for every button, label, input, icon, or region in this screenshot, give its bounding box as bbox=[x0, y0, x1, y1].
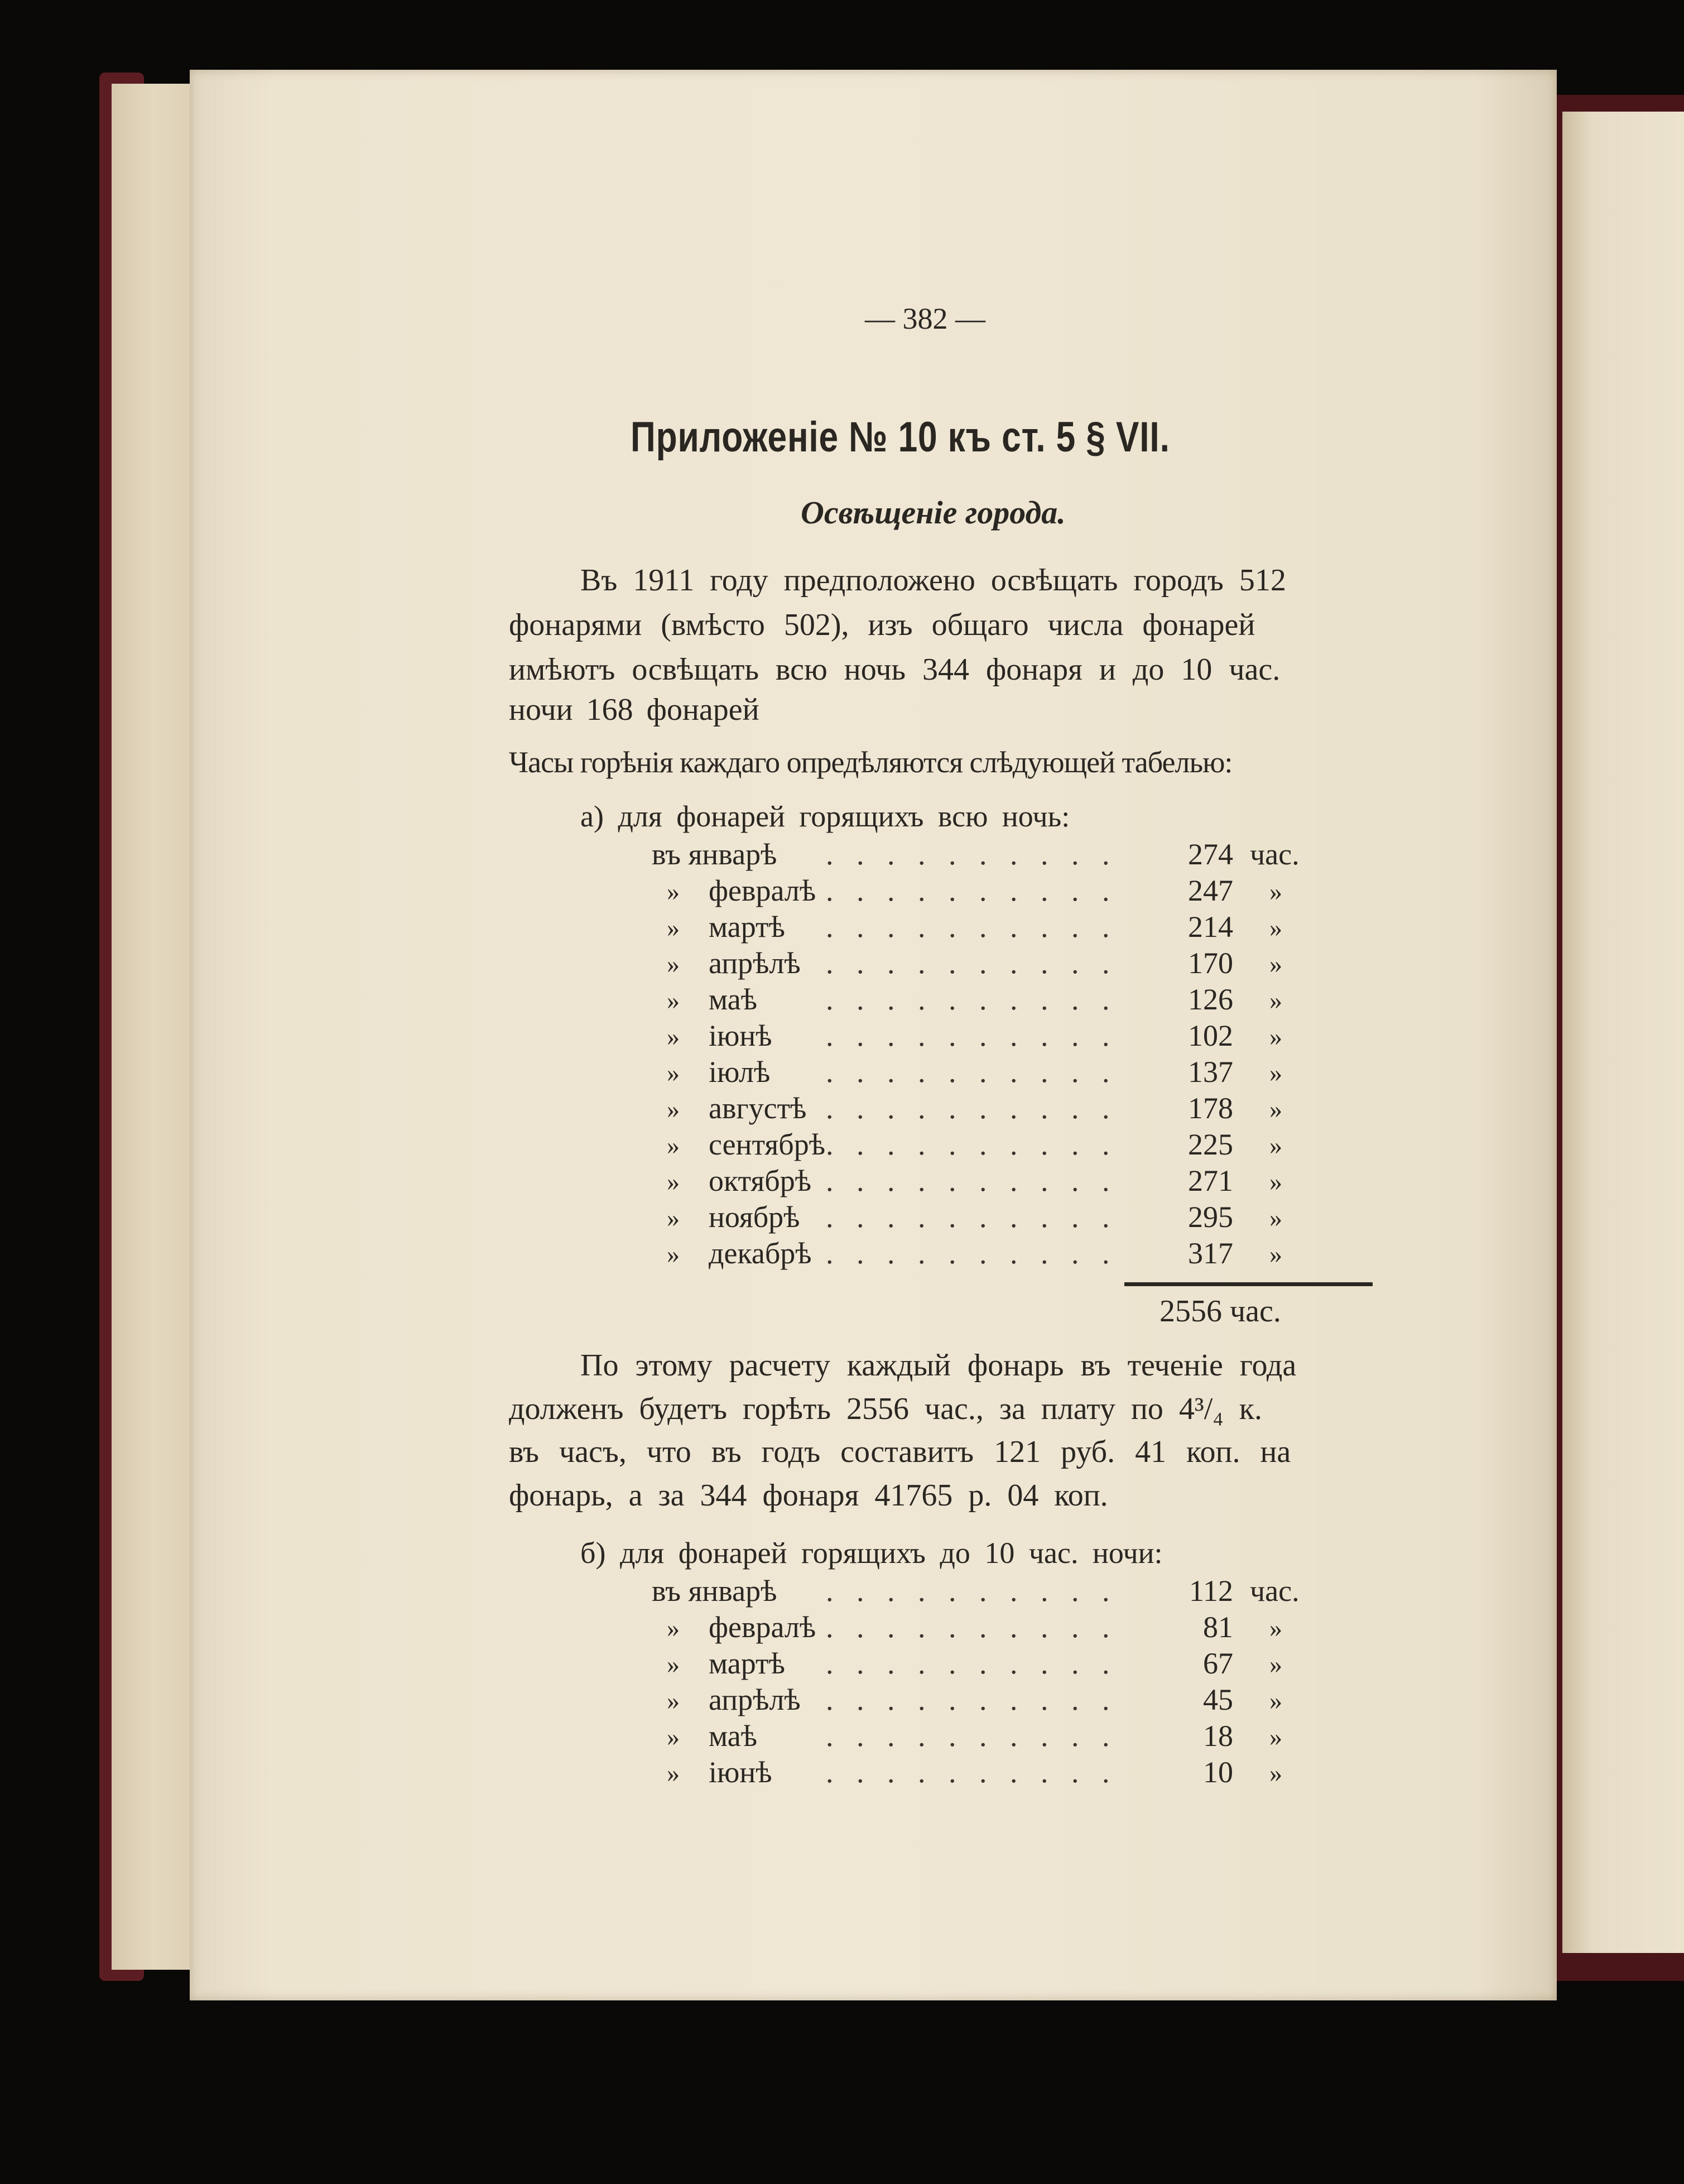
leader-dots: . . . . . . . . . . bbox=[826, 1055, 1118, 1089]
leader-dots: . . . . . . . . . . bbox=[826, 874, 1118, 907]
month-label: сентябрѣ bbox=[709, 1128, 826, 1161]
unit-label: час. bbox=[1250, 838, 1300, 871]
unit-label: час. bbox=[1250, 1574, 1300, 1608]
month-label: февралѣ bbox=[709, 874, 816, 907]
section-a-total: 2556 час. bbox=[1159, 1294, 1281, 1329]
ditto-mark: » bbox=[1269, 1759, 1282, 1787]
month-label: іюлѣ bbox=[709, 1055, 771, 1089]
ditto-mark: » bbox=[1269, 1686, 1282, 1715]
month-label: іюнѣ bbox=[709, 1019, 772, 1052]
ditto-mark: » bbox=[1269, 1131, 1282, 1160]
hours-value: 81 bbox=[1203, 1610, 1233, 1644]
ditto-mark: » bbox=[667, 1723, 680, 1751]
paragraph2-line: въ часъ, что въ годъ составитъ 121 руб. 41 коп. на bbox=[509, 1435, 1291, 1469]
paragraph1-line: фонарями (вмѣсто 502), изъ общаго числа фонарей bbox=[509, 608, 1255, 642]
leader-dots: . . . . . . . . . . bbox=[826, 983, 1118, 1016]
hours-value: 225 bbox=[1188, 1128, 1233, 1161]
hours-value: 247 bbox=[1188, 874, 1233, 907]
ditto-mark: » bbox=[667, 1686, 680, 1715]
ditto-mark: » bbox=[1269, 1059, 1282, 1087]
ditto-mark: » bbox=[667, 877, 680, 906]
leader-dots: . . . . . . . . . . bbox=[826, 1128, 1118, 1161]
ditto-mark: » bbox=[1269, 1095, 1282, 1123]
ditto-mark: » bbox=[1269, 1723, 1282, 1751]
ditto-mark: » bbox=[1269, 950, 1282, 978]
month-label: апрѣлѣ bbox=[709, 1683, 801, 1716]
appendix-heading: Приложеніе № 10 къ ст. 5 § VII. bbox=[631, 413, 1170, 461]
ditto-mark: » bbox=[667, 1759, 680, 1787]
ditto-mark: » bbox=[1269, 1240, 1282, 1268]
ditto-mark: » bbox=[1269, 1022, 1282, 1051]
paragraph1-line: имѣютъ освѣщать всю ночь 344 фонаря и до 10 час. bbox=[509, 652, 1281, 687]
section-b-title: б) для фонарей горящихъ до 10 час. ночи: bbox=[580, 1536, 1163, 1570]
ditto-mark: » bbox=[667, 1095, 680, 1123]
month-label: мартѣ bbox=[709, 1647, 785, 1680]
month-label: въ январѣ bbox=[652, 1574, 777, 1608]
leader-dots: . . . . . . . . . . bbox=[826, 1610, 1118, 1644]
table-intro: Часы горѣнія каждаго опредѣляются слѣдующей табелью: bbox=[509, 745, 1233, 779]
ditto-mark: » bbox=[667, 1022, 680, 1051]
hours-value: 295 bbox=[1188, 1200, 1233, 1234]
month-label: маѣ bbox=[709, 1719, 758, 1753]
ditto-mark: » bbox=[1269, 1167, 1282, 1196]
hours-value: 317 bbox=[1188, 1237, 1233, 1270]
leader-dots: . . . . . . . . . . bbox=[826, 1647, 1118, 1680]
ditto-mark: » bbox=[667, 1614, 680, 1642]
ditto-mark: » bbox=[667, 1204, 680, 1232]
hours-value: 178 bbox=[1188, 1091, 1233, 1125]
paragraph1-line: Въ 1911 году предположено освѣщать городъ 512 bbox=[580, 563, 1286, 598]
page-number: — 382 — bbox=[865, 302, 985, 335]
leader-dots: . . . . . . . . . . bbox=[826, 1091, 1118, 1125]
hours-value: 45 bbox=[1203, 1683, 1233, 1716]
ditto-mark: » bbox=[667, 1167, 680, 1196]
month-label: іюнѣ bbox=[709, 1755, 772, 1789]
leader-dots: . . . . . . . . . . bbox=[826, 1683, 1118, 1716]
hours-value: 214 bbox=[1188, 910, 1233, 944]
hours-value: 18 bbox=[1203, 1719, 1233, 1753]
month-label: августѣ bbox=[709, 1091, 807, 1125]
ditto-mark: » bbox=[1269, 877, 1282, 906]
leader-dots: . . . . . . . . . . bbox=[826, 1237, 1118, 1270]
month-label: маѣ bbox=[709, 983, 758, 1016]
hours-value: 170 bbox=[1188, 946, 1233, 980]
ditto-mark: » bbox=[667, 950, 680, 978]
leader-dots: . . . . . . . . . . bbox=[826, 1019, 1118, 1052]
ditto-mark: » bbox=[1269, 1614, 1282, 1642]
ditto-mark: » bbox=[667, 1131, 680, 1160]
ditto-mark: » bbox=[667, 1059, 680, 1087]
month-label: февралѣ bbox=[709, 1610, 816, 1644]
leader-dots: . . . . . . . . . . bbox=[826, 1574, 1118, 1608]
leader-dots: . . . . . . . . . . bbox=[826, 1719, 1118, 1753]
leader-dots: . . . . . . . . . . bbox=[826, 1200, 1118, 1234]
ditto-mark: » bbox=[1269, 913, 1282, 942]
leader-dots: . . . . . . . . . . bbox=[826, 838, 1118, 871]
paragraph2-line: долженъ будетъ горѣть 2556 час., за плату по 4³/₄ к. bbox=[509, 1392, 1262, 1426]
ditto-mark: » bbox=[1269, 1204, 1282, 1232]
leader-dots: . . . . . . . . . . bbox=[826, 1755, 1118, 1789]
month-label: апрѣлѣ bbox=[709, 946, 801, 980]
ditto-mark: » bbox=[667, 913, 680, 942]
leader-dots: . . . . . . . . . . bbox=[826, 910, 1118, 944]
section-a-title: а) для фонарей горящихъ всю ночь: bbox=[580, 800, 1070, 833]
month-label: мартѣ bbox=[709, 910, 785, 944]
hours-value: 137 bbox=[1188, 1055, 1233, 1089]
month-label: ноябрѣ bbox=[709, 1200, 800, 1234]
ditto-mark: » bbox=[1269, 986, 1282, 1014]
ditto-mark: » bbox=[1269, 1650, 1282, 1678]
ditto-mark: » bbox=[667, 986, 680, 1014]
month-label: октябрѣ bbox=[709, 1164, 812, 1197]
hours-value: 112 bbox=[1189, 1574, 1233, 1608]
month-label: декабрѣ bbox=[709, 1237, 812, 1270]
total-rule bbox=[1124, 1282, 1373, 1286]
leader-dots: . . . . . . . . . . bbox=[826, 946, 1118, 980]
paragraph1-line: ночи 168 фонарей bbox=[509, 692, 759, 727]
leader-dots: . . . . . . . . . . bbox=[826, 1164, 1118, 1197]
paragraph2-line: По этому расчету каждый фонарь въ теченіе года bbox=[580, 1348, 1297, 1383]
ditto-mark: » bbox=[667, 1240, 680, 1268]
hours-value: 271 bbox=[1188, 1164, 1233, 1197]
hours-value: 67 bbox=[1203, 1647, 1233, 1680]
section-subheading: Освѣщеніе города. bbox=[801, 494, 1066, 531]
hours-value: 274 bbox=[1188, 838, 1233, 871]
paragraph2-line: фонарь, а за 344 фонаря 41765 р. 04 коп. bbox=[509, 1478, 1108, 1513]
month-label: въ январѣ bbox=[652, 838, 777, 871]
hours-value: 126 bbox=[1188, 983, 1233, 1016]
hours-value: 102 bbox=[1188, 1019, 1233, 1052]
ditto-mark: » bbox=[667, 1650, 680, 1678]
hours-value: 10 bbox=[1203, 1755, 1233, 1789]
